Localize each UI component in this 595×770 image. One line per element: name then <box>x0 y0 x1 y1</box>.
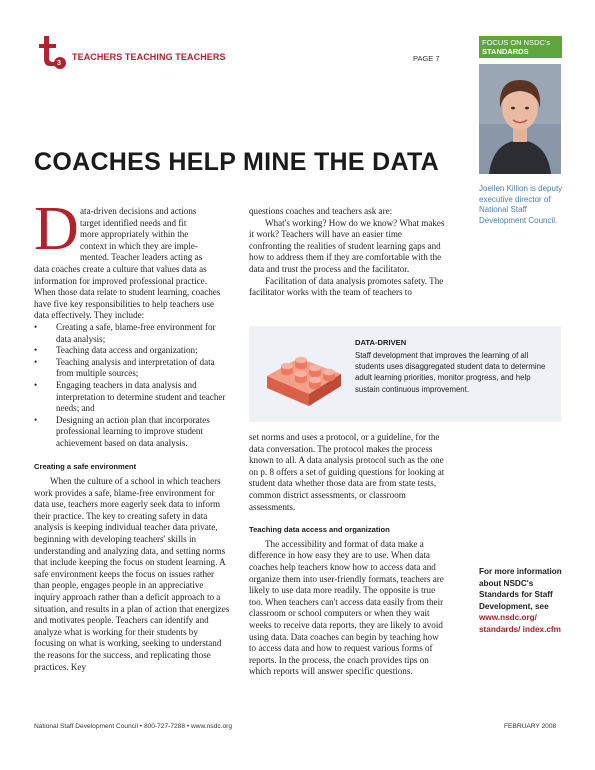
photo-caption: Joellen Killion is deputy executive director of National Staff Development Council. <box>479 184 563 225</box>
column-2-top <box>249 206 445 299</box>
list-item: • Designing an action plan that incorporates professional learning to improve student achievement based on data analysis. <box>34 415 230 450</box>
intro-paragraph: data coaches create a culture that values data as information for improved professional practice. When those data relate to student learning, coaches have five key responsibilities to help teachers use data effectively. They include: <box>34 263 221 321</box>
more-info-box <box>479 566 569 636</box>
focus-tag-line2: STANDARDS <box>482 47 529 56</box>
responsibility-list <box>34 322 230 450</box>
section-heading: Creating a safe environment <box>34 462 137 472</box>
newsletter-title: TEACHERS TEACHING TEACHERS <box>72 52 226 62</box>
article-title: COACHES HELP MINE THE DATA <box>34 148 440 176</box>
callout-text: Staff development that improves the learning of all students uses disaggregated student data to determine adult learning priorities, monitor progress, and help sustain continuous improvement. <box>355 351 546 394</box>
page-number: PAGE 7 <box>413 54 440 63</box>
paragraph: questions coaches and teachers ask are: <box>249 206 393 216</box>
column-1 <box>34 206 230 673</box>
list-item: • Teaching data access and organization; <box>34 345 230 357</box>
footer-date: FEBRUARY 2008 <box>504 723 557 730</box>
section-paragraph: The accessibility and format of data make a difference in how easy they are to use. When data coaches help teachers know how to access data and organize them into user-friendly formats, teachers are likely to use data more readily. The opposite is true too. When teachers can't access data easily from their classroom or school computers or when they wait weeks to receive data reports, they are likely to avoid using data. Data coaches can begin by teaching how to access data and how to request various forms of reports. In the process, the coach provides tips on which reports will answer specific questions. <box>249 538 444 677</box>
paragraph: What's working? How do we know? What makes it work? Teachers will have an easier time confronting the realities of student learning gaps and how to address them if they are comfortable with the data and trust the process and the facilitator. <box>249 217 445 274</box>
focus-tag <box>479 36 562 58</box>
intro-line: context in which they are imple- <box>80 240 198 251</box>
callout-title: DATA-DRIVEN <box>355 338 407 347</box>
section-paragraph: When the culture of a school in which teachers work provides a safe, blame-free environment for data use, teachers more eagerly seek data to inform their practice. The key to creating safety in data analysis is keeping individual teacher data private, beginning with developing teachers' skills in understanding and analyzing data, and setting norms that include keeping the focus on student learning. A safe environment keeps the focus on issues rather than people, engages people in an appreciative inquiry approach rather than a deficit approach to a situation, and results in a plan of action that energizes and motivates people. Teachers can identify and analyze what is working for their students by focusing on what is working, seeking to understand the reasons for the success, and replicating those practices. Key <box>34 476 230 672</box>
footer-contact: National Staff Development Council • 800-727-7288 • www.nsdc.org <box>34 723 233 730</box>
list-item: • Engaging teachers in data analysis and interpretation to determine student and teacher needs; and <box>34 380 230 415</box>
focus-tag-line1: FOCUS ON NSDC's <box>482 38 551 47</box>
list-item: • Teaching analysis and interpretation of data from multiple sources; <box>34 357 230 380</box>
portrait-photo <box>479 64 561 174</box>
section-heading: Teaching data access and organization <box>249 525 390 535</box>
more-info-link[interactable]: www.nsdc.org/ standards/ index.cfm <box>479 613 561 634</box>
lego-brick-icon <box>263 336 345 408</box>
column-2-bottom <box>249 432 445 678</box>
intro-line: target identified needs and fit <box>80 217 187 228</box>
paragraph: Facilitation of data analysis promotes safety. The facilitator works with the team of teachers to <box>249 275 444 298</box>
logo-number: 3 <box>57 60 61 67</box>
paragraph: set norms and uses a protocol, or a guideline, for the data conversation. The protocol makes the process known to all. A data analysis protocol such as the one on p. 8 offers a set of guiding questions for looking at student data whether those data are from state tests, common district assessments, or classroom assessments. <box>249 432 445 512</box>
intro-line: more appropriately within the <box>80 229 189 240</box>
list-item: • Creating a safe, blame-free environment for data analysis; <box>34 322 230 345</box>
intro-line: ata-driven decisions and actions <box>80 206 197 216</box>
intro-line: mented. Teacher leaders acting as <box>80 252 203 263</box>
drop-cap: D <box>34 195 79 263</box>
more-info-text: For more information about NSDC's Standards for Staff Development, see <box>479 567 562 611</box>
t3-logo <box>34 34 68 70</box>
